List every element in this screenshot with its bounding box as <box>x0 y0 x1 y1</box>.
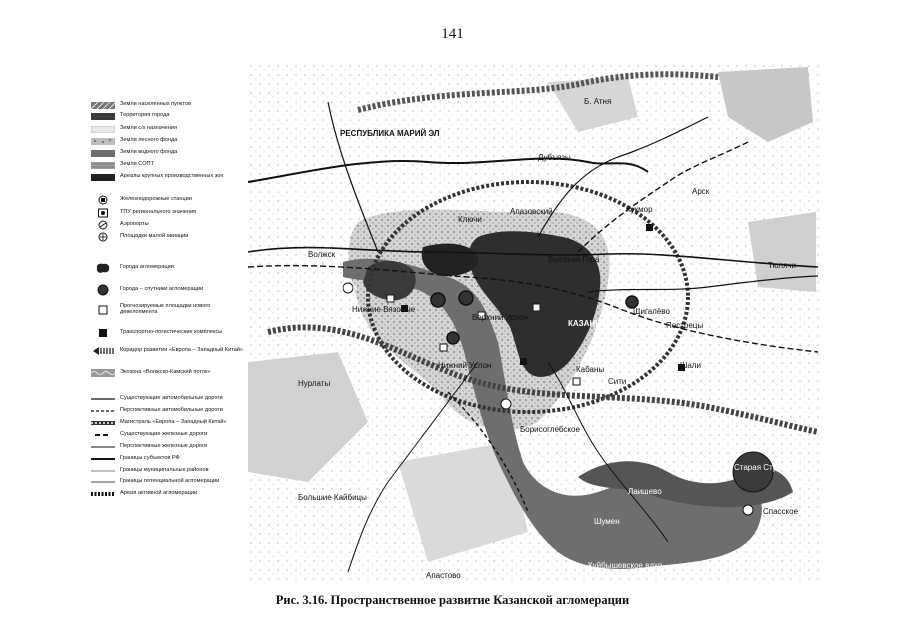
legend-item <box>90 172 246 182</box>
water-fund-swatch <box>90 148 116 158</box>
legend-item <box>90 368 246 378</box>
place-label: Щигалёво <box>633 307 670 316</box>
legend-label: Города – спутники агломерации <box>120 286 204 293</box>
legend-item <box>90 477 246 487</box>
municipal-border-line <box>90 466 116 476</box>
place-label: Высокая Гора <box>548 255 600 264</box>
legend-label: Железнодорожные станции <box>120 196 192 203</box>
legend-item <box>90 136 246 146</box>
legend-item <box>90 232 246 242</box>
legend-item <box>90 454 246 464</box>
place-label: Ключи <box>458 215 482 224</box>
legend-item <box>90 263 246 273</box>
region-label: РЕСПУБЛИКА МАРИЙ ЭЛ <box>340 129 440 138</box>
legend-label: Транспортно-логистические комплексы <box>120 329 223 336</box>
active-agglomeration-area-line <box>90 489 116 499</box>
legend-item <box>90 418 246 428</box>
place-label: Верхний Услон <box>472 313 528 322</box>
agglomeration-map <box>248 62 820 582</box>
main-city-label: КАЗАНЬ <box>568 319 601 328</box>
place-label: Нижние Вязовые <box>352 305 416 314</box>
place-label: Зеленодольск <box>300 283 357 292</box>
legend-label: Коридор развития «Европа – Западный Китай» <box>120 347 244 354</box>
place-label: Волжск <box>308 250 336 259</box>
legend-label: Земли с/х назначения <box>120 125 178 132</box>
development-corridor-icon <box>90 346 116 356</box>
legend-label: Прогнозируемые площадки нового девелопмента <box>120 303 211 315</box>
planned-road-line <box>90 406 116 416</box>
legend-item <box>90 489 246 499</box>
transport-hub-icon <box>90 208 116 218</box>
railway-station-icon <box>90 195 116 205</box>
satellite-city-icon <box>90 285 116 295</box>
legend-label: Земли водного фонда <box>120 149 178 156</box>
place-label: Шали <box>680 361 701 370</box>
legend-label: Земли СОПТ <box>120 161 154 168</box>
place-label: Нижний Услон <box>438 361 492 370</box>
development-site-icon <box>90 305 116 315</box>
small-aviation-icon <box>90 232 116 242</box>
legend-label: ТПУ регионального значения <box>120 209 197 216</box>
existing-road-line <box>90 394 116 404</box>
legend-label: Магистраль «Европа – Западный Китай» <box>120 419 227 426</box>
place-label: Б. Атня <box>584 97 612 106</box>
place-label: Дубъязы <box>538 153 571 162</box>
legend-item <box>90 148 246 158</box>
place-label: Шумен <box>594 517 620 526</box>
place-label: Лаишево <box>628 487 662 496</box>
place-label: Борисоглебское <box>520 425 580 434</box>
existing-railway-line <box>90 430 116 440</box>
place-label: Старая Студенка <box>734 463 799 472</box>
legend-item <box>90 111 246 121</box>
legend-label: Города агломерации <box>120 264 174 271</box>
legend-label: Ареал активной агломерации <box>120 490 198 497</box>
legend-label: Существующие автомобильные дороги <box>120 395 223 402</box>
legend-label: Существующие железные дороги <box>120 431 208 438</box>
planned-railway-line <box>90 442 116 452</box>
legend-label: Аэропорты <box>120 221 149 228</box>
place-label: Кабаны <box>576 365 605 374</box>
legend-item <box>90 160 246 170</box>
industrial-zone-swatch <box>90 172 116 182</box>
place-label: Кукмор <box>626 205 653 214</box>
legend-label: Земли населенных пунктов <box>120 101 192 108</box>
legend-item <box>90 124 246 134</box>
legend-label: Площадки малой авиации <box>120 233 189 240</box>
legend-item <box>90 195 246 205</box>
place-label: Большие Кайбицы <box>298 493 367 502</box>
page-number: 141 <box>441 26 464 42</box>
legend-label: Границы муниципальных районов <box>120 467 209 474</box>
place-label: Апастово <box>426 571 461 580</box>
legend-item <box>90 208 246 218</box>
place-label: Спасское <box>763 507 799 516</box>
highway-line <box>90 418 116 428</box>
legend-label: Экозона «Волжско-Камский поток» <box>120 369 211 376</box>
legend-item <box>90 406 246 416</box>
agricultural-land-swatch <box>90 124 116 134</box>
legend-label: Перспективные автомобильные дороги <box>120 407 223 414</box>
legend-label: Границы субъектов РФ <box>120 455 180 462</box>
legend-label: Ареалы крупных производственных зон <box>120 173 224 180</box>
legend-item <box>90 442 246 452</box>
place-label: Арск <box>692 187 710 196</box>
place-label: Пестрецы <box>666 321 704 330</box>
legend-label: Земли лесного фонда <box>120 137 178 144</box>
figure-caption: Рис. 3.16. Пространственное развитие Казанской агломерации <box>275 593 630 607</box>
city-territory-swatch <box>90 111 116 121</box>
settlement-land-swatch <box>90 100 116 110</box>
legend-label: Перспективные железные дороги <box>120 443 208 450</box>
legend-item <box>90 466 246 476</box>
legend-item <box>90 430 246 440</box>
place-label: Тюлячи <box>768 261 796 270</box>
airport-icon <box>90 220 116 230</box>
legend-item <box>90 346 246 356</box>
agglomeration-city-icon <box>90 263 116 273</box>
legend-item <box>90 328 246 338</box>
place-label: Апазовский <box>510 207 553 216</box>
legend-item <box>90 285 246 295</box>
legend-item <box>90 304 246 316</box>
legend-label: Территория города <box>120 112 170 119</box>
forest-fund-swatch <box>90 136 116 146</box>
ecozone-icon <box>90 368 116 378</box>
federal-subject-border-line <box>90 454 116 464</box>
sopt-land-swatch <box>90 160 116 170</box>
legend-item <box>90 220 246 230</box>
place-label: Нурлаты <box>298 379 331 388</box>
potential-agglomeration-border-line <box>90 477 116 487</box>
place-label: Сити <box>608 377 627 386</box>
legend-label: Границы потенциальной агломерации <box>120 478 220 485</box>
legend-item <box>90 100 246 110</box>
logistics-complex-icon <box>90 328 116 338</box>
legend-item <box>90 394 246 404</box>
place-label: Куйбышевское вдхр <box>588 561 663 570</box>
